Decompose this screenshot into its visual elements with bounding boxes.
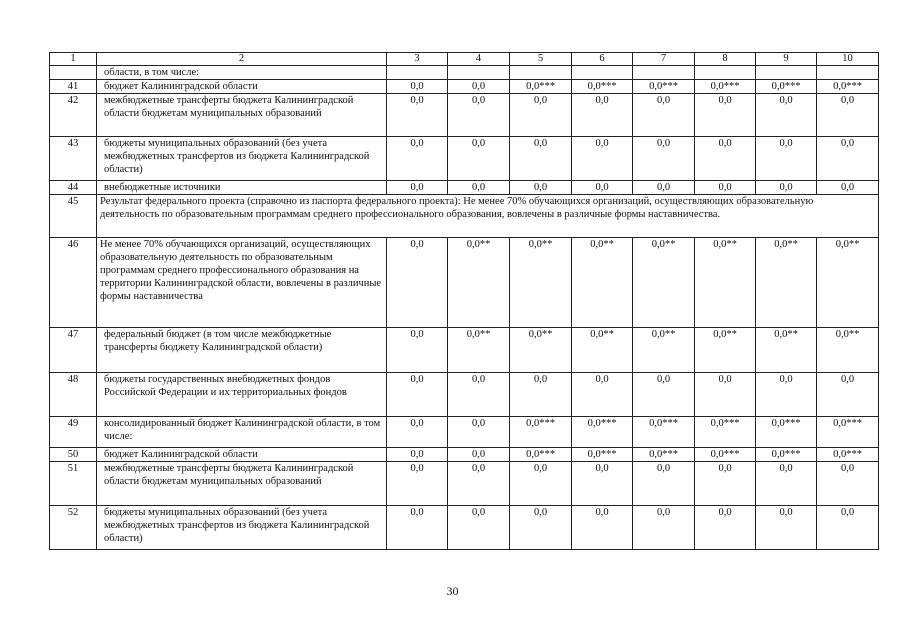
value-cell: 0,0*** <box>695 417 756 448</box>
row-number: 43 <box>50 137 97 181</box>
value-cell: 0,0** <box>510 238 572 328</box>
value-cell: 0,0 <box>695 506 756 550</box>
row-number: 44 <box>50 181 97 195</box>
value-cell: 0,0 <box>510 506 572 550</box>
row-label: Не менее 70% обучающихся организаций, осуществляющих образовательную деятельность по образовательным программам среднего профессионального образования на территории Калининградской области, вовлечены в различные формы наставничества <box>97 238 387 328</box>
row-number: 41 <box>50 80 97 94</box>
value-cell: 0,0 <box>387 238 448 328</box>
table-row <box>50 80 879 94</box>
row-label: бюджеты муниципальных образований (без учета межбюджетных трансфертов из бюджета Калининградской области) <box>97 137 387 181</box>
value-cell: 0,0 <box>387 94 448 137</box>
value-cell: 0,0*** <box>510 417 572 448</box>
row-label: бюджеты муниципальных образований (без учета межбюджетных трансфертов из бюджета Калининградской области) <box>97 506 387 550</box>
value-cell: 0,0** <box>510 328 572 373</box>
value-cell <box>448 66 510 80</box>
row-number: 52 <box>50 506 97 550</box>
row-number: 48 <box>50 373 97 417</box>
value-cell: 0,0 <box>448 181 510 195</box>
row-label: бюджет Калининградской области <box>97 80 387 94</box>
value-cell: 0,0*** <box>572 417 633 448</box>
value-cell: 0,0** <box>448 328 510 373</box>
row-label: бюджеты государственных внебюджетных фондов Российской Федерации и их территориальных фондов <box>97 373 387 417</box>
table-row <box>50 448 879 462</box>
value-cell: 0,0 <box>817 373 879 417</box>
value-cell: 0,0 <box>510 373 572 417</box>
row-number: 51 <box>50 462 97 506</box>
column-header: 4 <box>448 53 510 66</box>
value-cell: 0,0*** <box>817 417 879 448</box>
value-cell: 0,0*** <box>817 448 879 462</box>
column-header: 3 <box>387 53 448 66</box>
page-number: 30 <box>446 584 459 598</box>
value-cell: 0,0 <box>633 506 695 550</box>
value-cell: 0,0 <box>633 181 695 195</box>
value-cell: 0,0 <box>387 137 448 181</box>
value-cell: 0,0** <box>572 328 633 373</box>
value-cell: 0,0*** <box>572 448 633 462</box>
value-cell: 0,0** <box>817 238 879 328</box>
value-cell: 0,0 <box>387 448 448 462</box>
value-cell: 0,0 <box>510 181 572 195</box>
value-cell: 0,0*** <box>695 448 756 462</box>
value-cell: 0,0** <box>448 238 510 328</box>
value-cell: 0,0*** <box>510 448 572 462</box>
value-cell: 0,0*** <box>695 80 756 94</box>
value-cell: 0,0 <box>387 462 448 506</box>
value-cell: 0,0 <box>817 181 879 195</box>
row-number: 50 <box>50 448 97 462</box>
row-label: бюджет Калининградской области <box>97 448 387 462</box>
value-cell: 0,0** <box>695 238 756 328</box>
value-cell: 0,0 <box>572 506 633 550</box>
value-cell: 0,0** <box>756 328 817 373</box>
value-cell: 0,0 <box>387 417 448 448</box>
value-cell: 0,0*** <box>510 80 572 94</box>
value-cell: 0,0*** <box>633 448 695 462</box>
value-cell: 0,0 <box>756 94 817 137</box>
value-cell: 0,0*** <box>756 80 817 94</box>
value-cell <box>387 66 448 80</box>
value-cell: 0,0 <box>633 462 695 506</box>
column-header: 6 <box>572 53 633 66</box>
row-label: федеральный бюджет (в том числе межбюджетные трансферты бюджету Калининградской области) <box>97 328 387 373</box>
table-row <box>50 195 879 238</box>
row-label: межбюджетные трансферты бюджета Калининградской области бюджетам муниципальных образований <box>97 462 387 506</box>
budget-table <box>49 52 879 550</box>
value-cell: 0,0 <box>448 80 510 94</box>
column-header: 7 <box>633 53 695 66</box>
value-cell: 0,0** <box>633 238 695 328</box>
value-cell: 0,0 <box>572 462 633 506</box>
value-cell: 0,0 <box>387 506 448 550</box>
value-cell: 0,0 <box>633 94 695 137</box>
value-cell: 0,0 <box>695 462 756 506</box>
table-row <box>50 66 879 80</box>
value-cell: 0,0 <box>756 506 817 550</box>
row-label: внебюджетные источники <box>97 181 387 195</box>
table-row <box>50 137 879 181</box>
value-cell: 0,0** <box>572 238 633 328</box>
value-cell: 0,0 <box>756 462 817 506</box>
column-header: 2 <box>97 53 387 66</box>
value-cell: 0,0*** <box>633 80 695 94</box>
table-row <box>50 417 879 448</box>
value-cell: 0,0 <box>510 94 572 137</box>
row-label: консолидированный бюджет Калининградской области, в том числе: <box>97 417 387 448</box>
value-cell <box>756 66 817 80</box>
value-cell: 0,0 <box>572 181 633 195</box>
value-cell: 0,0 <box>817 462 879 506</box>
column-header: 5 <box>510 53 572 66</box>
value-cell: 0,0 <box>633 137 695 181</box>
value-cell: 0,0** <box>817 328 879 373</box>
value-cell: 0,0** <box>695 328 756 373</box>
value-cell: 0,0 <box>510 137 572 181</box>
value-cell: 0,0 <box>695 373 756 417</box>
value-cell: 0,0** <box>633 328 695 373</box>
value-cell: 0,0** <box>756 238 817 328</box>
value-cell <box>695 66 756 80</box>
value-cell: 0,0 <box>448 448 510 462</box>
row-number: 47 <box>50 328 97 373</box>
value-cell: 0,0 <box>817 94 879 137</box>
value-cell: 0,0 <box>387 181 448 195</box>
project-result-text: Результат федерального проекта (справочно из паспорта федерального проекта): Не менее 70% обучающихся организаций, осуществляющих образовательную деятельность по образовательным программам среднего профессионального образования, вовлечены в различные формы наставничества. <box>97 195 879 238</box>
value-cell: 0,0 <box>817 506 879 550</box>
table-row <box>50 373 879 417</box>
value-cell: 0,0 <box>448 462 510 506</box>
value-cell: 0,0 <box>756 181 817 195</box>
row-number: 49 <box>50 417 97 448</box>
column-header: 10 <box>817 53 879 66</box>
value-cell: 0,0 <box>510 462 572 506</box>
row-number: 46 <box>50 238 97 328</box>
value-cell: 0,0 <box>695 94 756 137</box>
row-label: области, в том числе: <box>97 66 387 80</box>
value-cell <box>510 66 572 80</box>
value-cell <box>572 66 633 80</box>
table-header-row <box>50 53 879 66</box>
value-cell: 0,0*** <box>756 448 817 462</box>
value-cell: 0,0*** <box>756 417 817 448</box>
table-row <box>50 181 879 195</box>
value-cell: 0,0 <box>387 373 448 417</box>
value-cell: 0,0 <box>572 137 633 181</box>
row-number <box>50 66 97 80</box>
value-cell: 0,0 <box>756 373 817 417</box>
table-row <box>50 94 879 137</box>
value-cell <box>817 66 879 80</box>
value-cell: 0,0 <box>448 137 510 181</box>
value-cell: 0,0 <box>572 373 633 417</box>
value-cell: 0,0 <box>756 137 817 181</box>
table-row <box>50 506 879 550</box>
value-cell: 0,0*** <box>817 80 879 94</box>
value-cell: 0,0 <box>448 417 510 448</box>
value-cell: 0,0*** <box>633 417 695 448</box>
table-row <box>50 462 879 506</box>
value-cell: 0,0 <box>695 181 756 195</box>
value-cell: 0,0 <box>448 506 510 550</box>
value-cell: 0,0 <box>448 94 510 137</box>
column-header: 9 <box>756 53 817 66</box>
value-cell: 0,0 <box>572 94 633 137</box>
value-cell <box>633 66 695 80</box>
value-cell: 0,0 <box>387 328 448 373</box>
value-cell: 0,0 <box>633 373 695 417</box>
row-number: 45 <box>50 195 97 238</box>
row-number: 42 <box>50 94 97 137</box>
value-cell: 0,0 <box>387 80 448 94</box>
row-label: межбюджетные трансферты бюджета Калининградской области бюджетам муниципальных образований <box>97 94 387 137</box>
value-cell: 0,0 <box>817 137 879 181</box>
value-cell: 0,0 <box>695 137 756 181</box>
column-header: 8 <box>695 53 756 66</box>
column-header: 1 <box>50 53 97 66</box>
table-row <box>50 328 879 373</box>
value-cell: 0,0*** <box>572 80 633 94</box>
table-row <box>50 238 879 328</box>
value-cell: 0,0 <box>448 373 510 417</box>
